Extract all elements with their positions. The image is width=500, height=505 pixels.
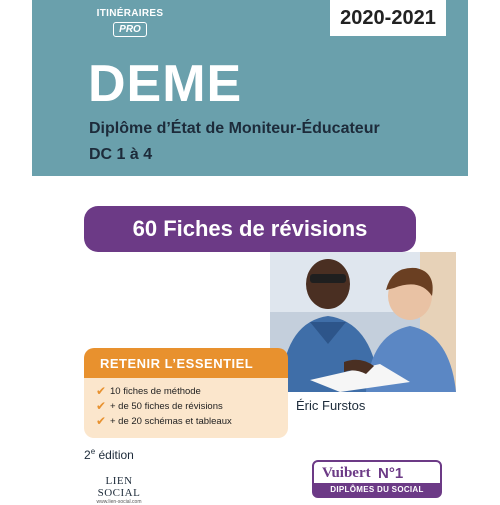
retenir-heading: RETENIR L’ESSENTIEL [84, 348, 288, 378]
book-cover [32, 0, 468, 505]
cover-photo-illustration [270, 252, 456, 392]
vuibert-brand: Vuibert [322, 465, 371, 481]
checkmark-icon: ✔ [96, 399, 107, 413]
retenir-item [96, 399, 288, 414]
retenir-item [96, 384, 288, 399]
edition-word: édition [98, 448, 134, 462]
book-title: DEME [88, 55, 243, 113]
book-subtitle-dc: DC 1 à 4 [89, 146, 153, 163]
edition-number: 2 [84, 448, 91, 462]
book-subtitle: Diplôme d’État de Moniteur-Éducateur [89, 120, 380, 137]
checkmark-icon: ✔ [96, 384, 107, 398]
lien-social-name: LIEN SOCIAL [97, 475, 141, 499]
lien-social-url: www.lien-social.com [96, 499, 142, 505]
author-name: Éric Furstos [296, 398, 366, 413]
fiches-banner: 60 Fiches de révisions [84, 206, 416, 252]
retenir-list [84, 378, 288, 438]
vuibert-strip: DIPLÔMES DU SOCIAL [314, 483, 440, 496]
retenir-item [96, 414, 288, 429]
cover-photo [270, 252, 456, 392]
lien-social-logo [84, 475, 154, 505]
series-logo [90, 8, 170, 46]
vuibert-badge [312, 460, 442, 498]
retenir-item-text: + de 50 fiches de révisions [110, 401, 223, 412]
series-logo-line2: PRO [113, 22, 147, 37]
series-logo-line1: ITINÉRAIRES [96, 8, 164, 19]
year-badge: 2020-2021 [330, 0, 446, 36]
edition-label [84, 447, 134, 462]
header-band [32, 0, 468, 176]
edition-suffix: e [90, 447, 96, 456]
retenir-item-text: 10 fiches de méthode [110, 386, 201, 397]
vuibert-rank: N°1 [378, 465, 404, 482]
checkmark-icon: ✔ [96, 414, 107, 428]
retenir-item-text: + de 20 schémas et tableaux [110, 416, 232, 427]
